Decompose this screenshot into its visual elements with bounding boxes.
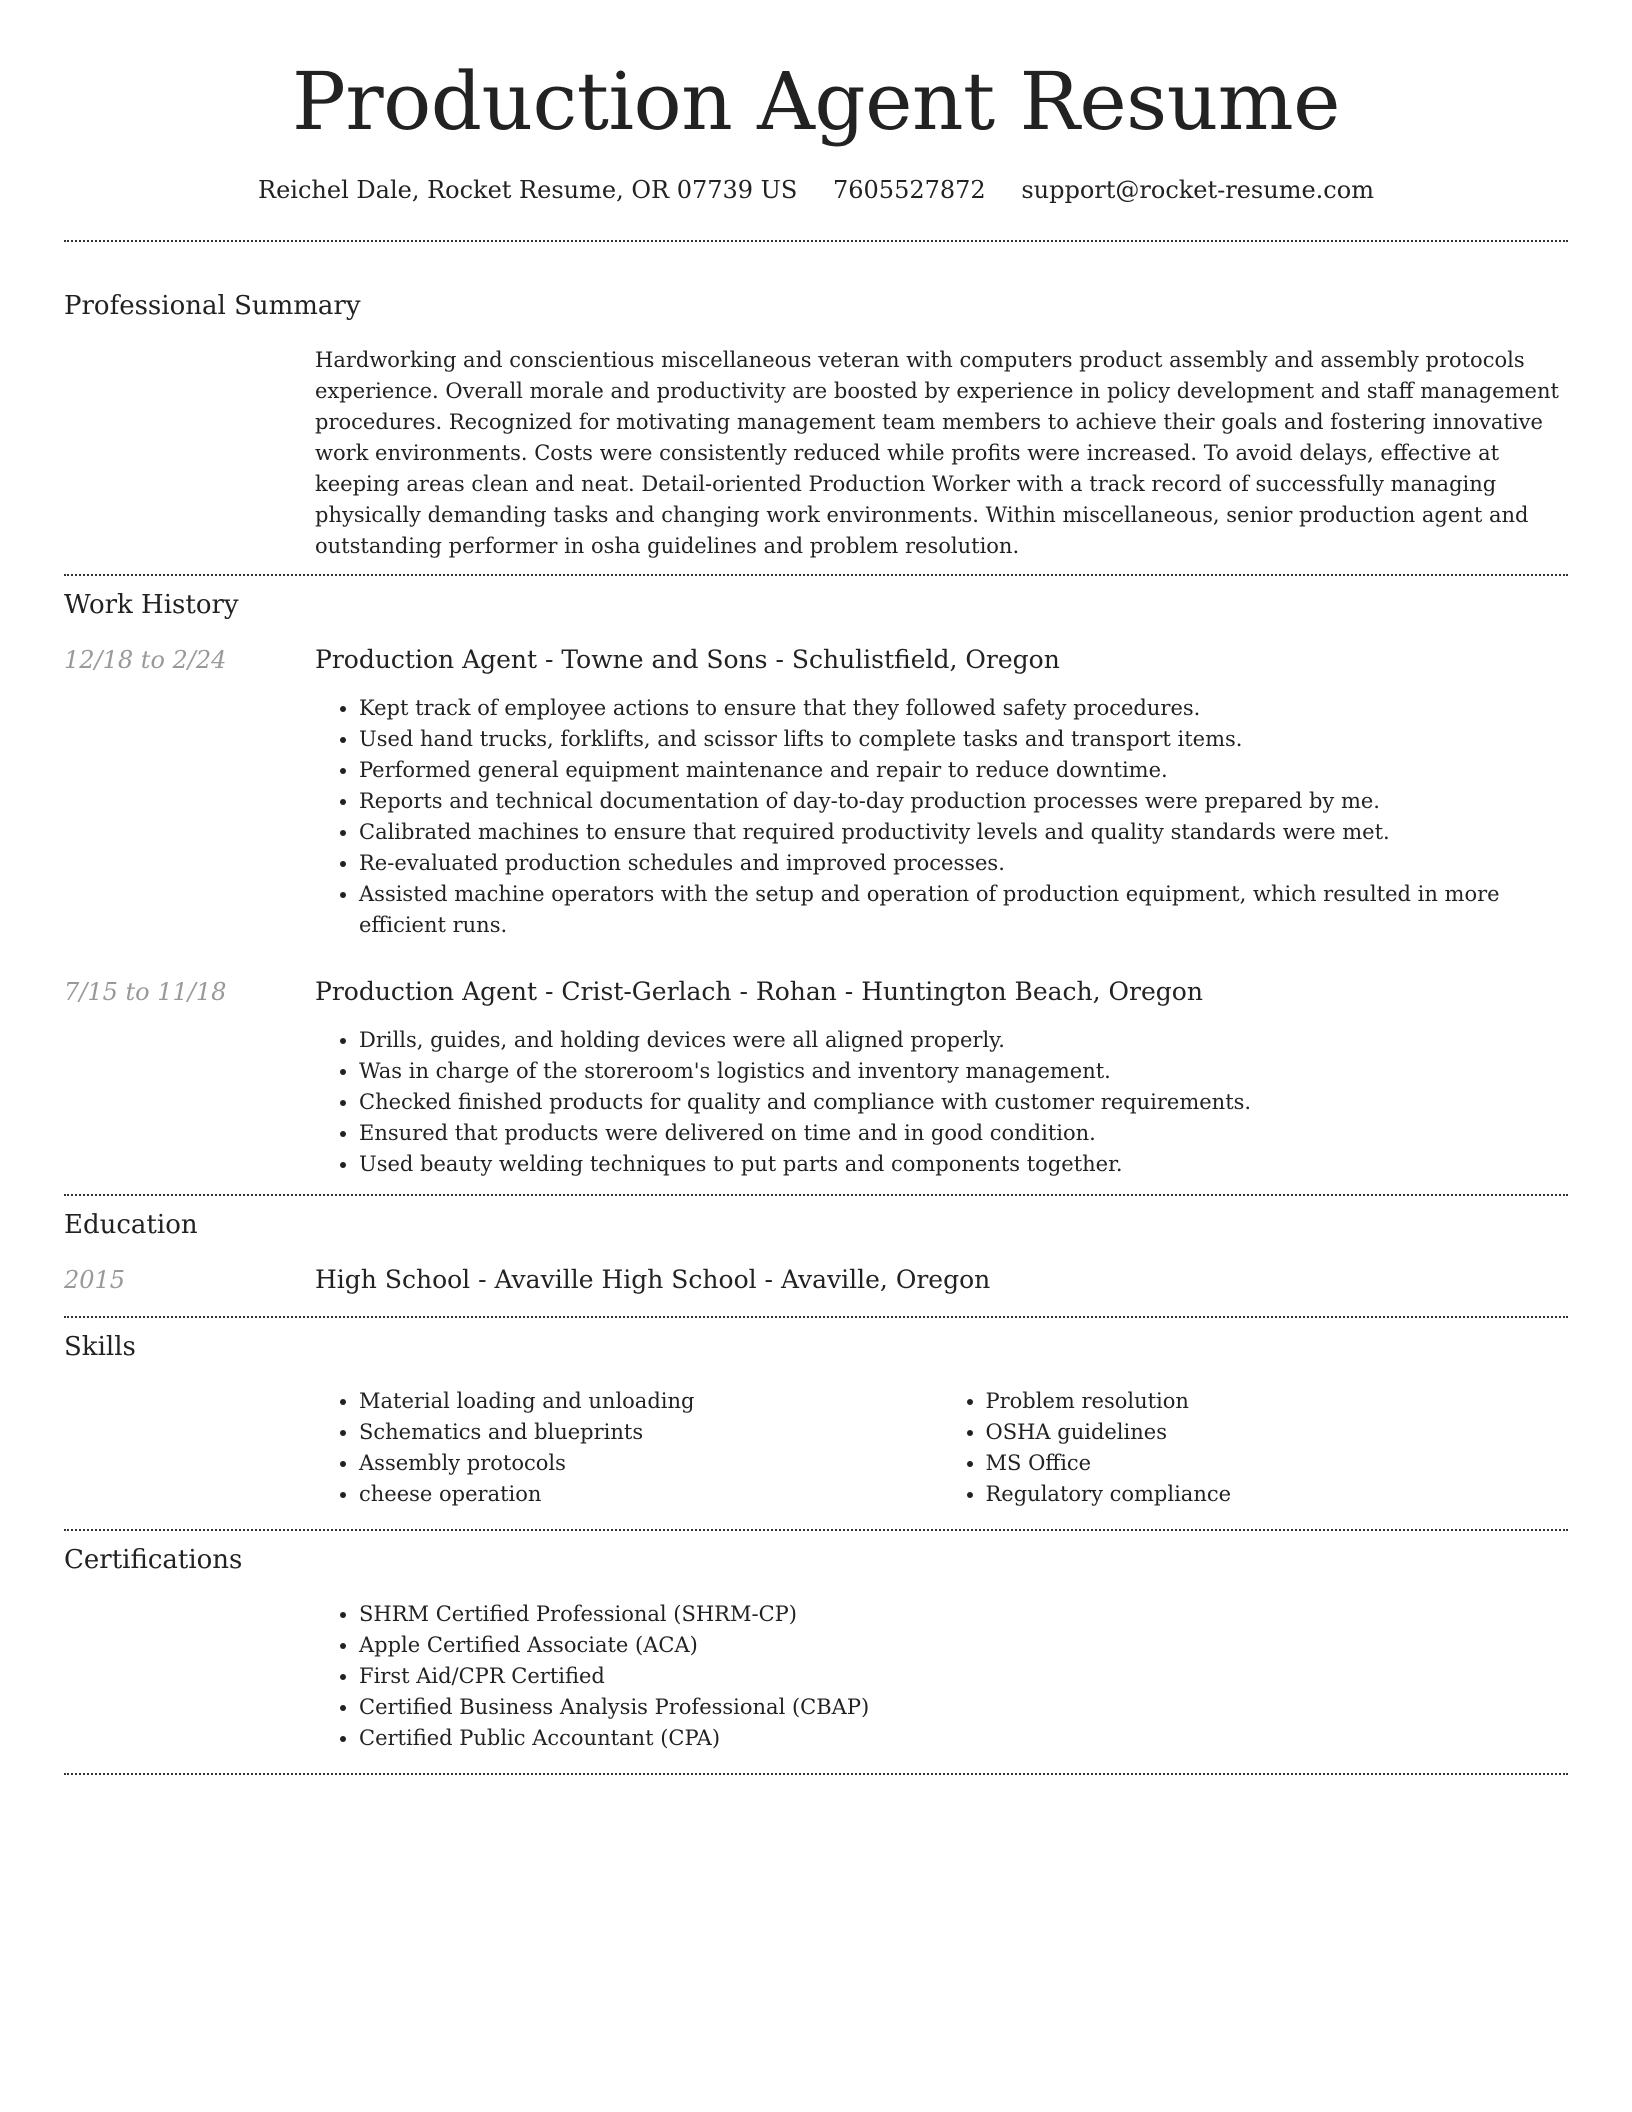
job-dates: 7/15 to 11/18: [64, 978, 227, 1006]
education-title: High School - Avaville High School - Avaville, Oregon: [315, 1265, 991, 1294]
job-bullet: • Ensured that products were delivered on time and in good condition.: [359, 1118, 1568, 1149]
certifications-body: [315, 1599, 1568, 1754]
job-bullet: • Performed general equipment maintenance and repair to reduce downtime.: [359, 755, 1568, 786]
job-bullet: • Re-evaluated production schedules and improved processes.: [359, 848, 1568, 879]
education-details: [315, 1264, 1568, 1296]
resume-header: [64, 0, 1568, 206]
job-bullet: • Used beauty welding techniques to put parts and components together.: [359, 1149, 1568, 1180]
job-title: Production Agent - Crist-Gerlach - Rohan - Huntington Beach, Oregon: [315, 977, 1203, 1006]
skill-item: • Assembly protocols: [359, 1448, 942, 1479]
job-details: [315, 644, 1568, 941]
job-bullet: • Assisted machine operators with the setup and operation of production equipment, which resulted in more efficient runs.: [359, 879, 1568, 941]
contact-address: Reichel Dale, Rocket Resume, OR 07739 US: [258, 176, 798, 204]
summary-row: [64, 345, 1568, 562]
education-year: 2015: [64, 1266, 126, 1294]
skill-item: • cheese operation: [359, 1479, 942, 1510]
education-entry: [64, 1264, 1568, 1296]
job-bullet: • Was in charge of the storeroom's logistics and inventory management.: [359, 1056, 1568, 1087]
skills-row: [64, 1386, 1568, 1510]
certifications-row: [64, 1599, 1568, 1754]
certifications-section: [64, 1531, 1568, 1754]
skills-heading: Skills: [64, 1332, 136, 1362]
skills-section: [64, 1318, 1568, 1510]
certification-item: • Apple Certified Associate (ACA): [359, 1630, 1568, 1661]
job-bullet: • Calibrated machines to ensure that required productivity levels and quality standards were met.: [359, 817, 1568, 848]
skill-item: • MS Office: [986, 1448, 1569, 1479]
skill-item: • Regulatory compliance: [986, 1479, 1569, 1510]
summary-text: Hardworking and conscientious miscellaneous veteran with computers product assembly and assembly protocols experience. Overall morale and productivity are boosted by experience in policy development and staff management procedures. Recognized for motivating management team members to achieve their goals and fostering innovative work environments. Costs were consistently reduced while profits were increased. To avoid delays, effective at keeping areas clean and neat. Detail-oriented Production Worker with a track record of successfully managing physically demanding tasks and changing work environments. Within miscellaneous, senior production agent and outstanding performer in osha guidelines and problem resolution.: [315, 348, 1559, 558]
contact-line: [64, 174, 1568, 206]
job-entry: [64, 976, 1568, 1180]
certification-item: • First Aid/CPR Certified: [359, 1661, 1568, 1692]
work-heading: Work History: [64, 590, 239, 620]
resume-title: Production Agent Resume: [292, 55, 1340, 148]
job-entry: [64, 644, 1568, 941]
skills-grid: [315, 1386, 1568, 1510]
skill-item: • OSHA guidelines: [986, 1417, 1569, 1448]
section-divider: [64, 1773, 1568, 1775]
job-bullet: • Reports and technical documentation of day-to-day production processes were prepared by me.: [359, 786, 1568, 817]
job-bullet: • Kept track of employee actions to ensure that they followed safety procedures.: [359, 693, 1568, 724]
education-section: [64, 1196, 1568, 1296]
certifications-heading: Certifications: [64, 1545, 243, 1575]
skills-list-right: [942, 1386, 1569, 1510]
job-bullets: [315, 693, 1568, 941]
work-section: [64, 576, 1568, 1180]
certification-item: • Certified Public Accountant (CPA): [359, 1723, 1568, 1754]
job-bullet: • Checked finished products for quality and compliance with customer requirements.: [359, 1087, 1568, 1118]
education-heading: Education: [64, 1210, 198, 1240]
certification-item: • Certified Business Analysis Professional (CBAP): [359, 1692, 1568, 1723]
certification-item: • SHRM Certified Professional (SHRM-CP): [359, 1599, 1568, 1630]
job-dates: 12/18 to 2/24: [64, 646, 227, 674]
skills-list-left: [315, 1386, 942, 1510]
skill-item: • Schematics and blueprints: [359, 1417, 942, 1448]
contact-phone: 7605527872: [832, 176, 986, 204]
job-bullets: [315, 1025, 1568, 1180]
contact-email: support@rocket-resume.com: [1021, 176, 1374, 204]
summary-heading: Professional Summary: [64, 291, 361, 321]
job-details: [315, 976, 1568, 1180]
job-bullet: • Used hand trucks, forklifts, and scissor lifts to complete tasks and transport items.: [359, 724, 1568, 755]
summary-section: [64, 242, 1568, 562]
summary-body: [315, 345, 1568, 562]
job-title: Production Agent - Towne and Sons - Schulistfield, Oregon: [315, 645, 1060, 674]
skill-item: • Material loading and unloading: [359, 1386, 942, 1417]
job-bullet: • Drills, guides, and holding devices were all aligned properly.: [359, 1025, 1568, 1056]
certifications-list: [315, 1599, 1568, 1754]
skill-item: • Problem resolution: [986, 1386, 1569, 1417]
